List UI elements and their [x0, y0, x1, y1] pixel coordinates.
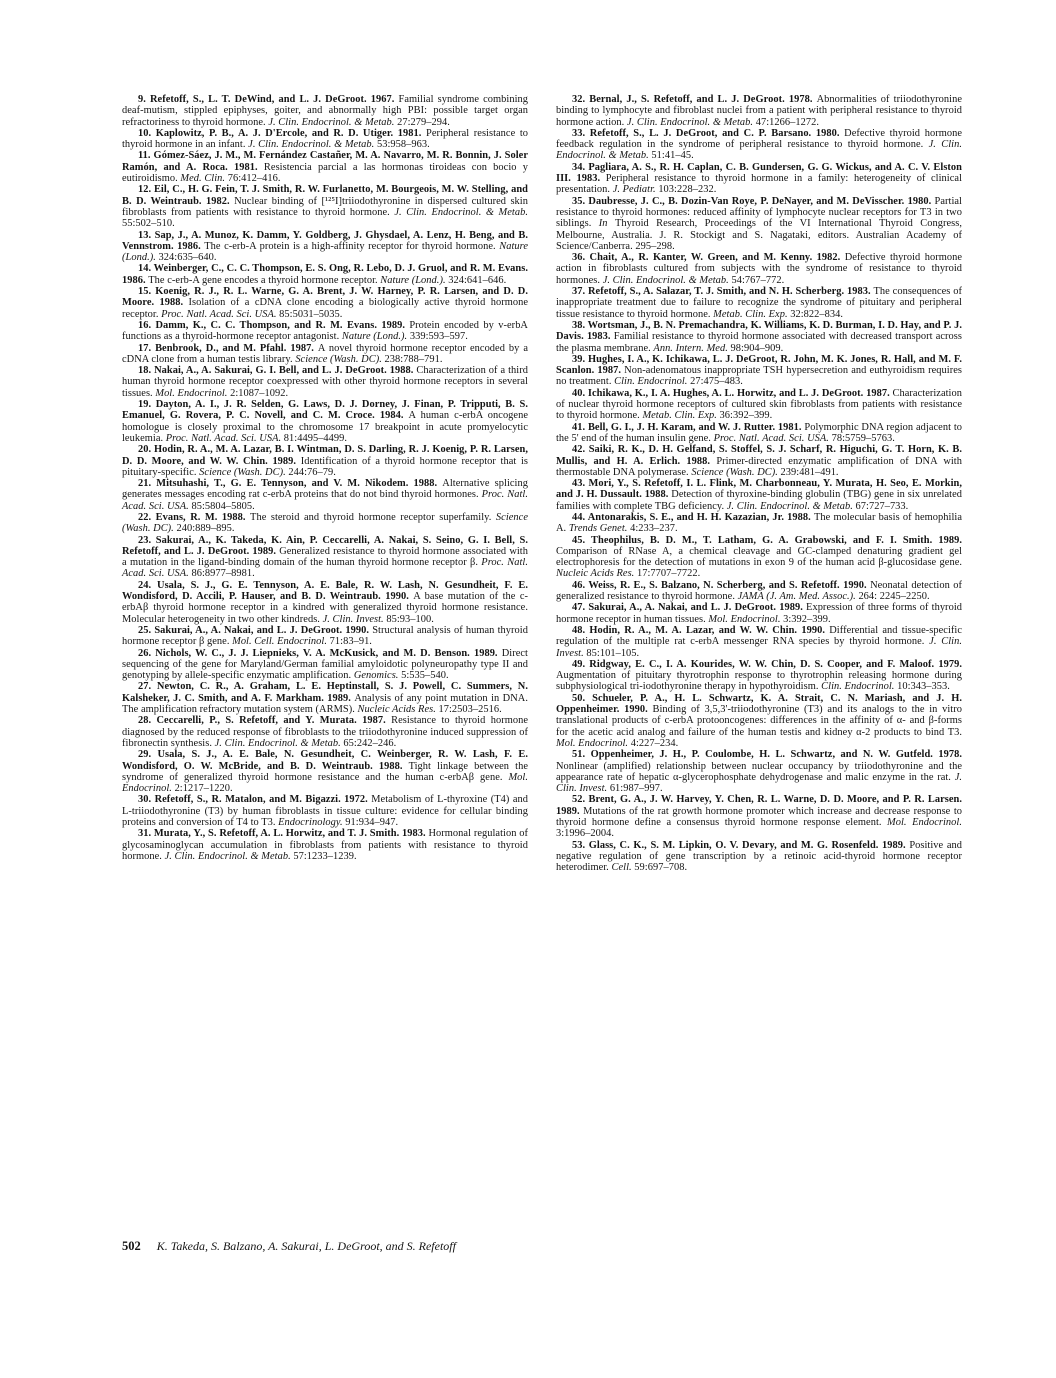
reference-item [556, 693, 962, 749]
reference-authors: 50. Schueler, P. A., H. L. Schwartz, K. A. Strait, C. N. Mariash, and J. H. Oppenheimer. 1990. [556, 692, 962, 716]
reference-authors: 10. Kaplowitz, P. B., A. J. D'Ercole, and R. D. Utiger. 1981. [138, 127, 426, 139]
reference-journal: Cell. [611, 862, 635, 874]
reference-text: 85:93–100. [386, 613, 434, 625]
reference-journal: J. Clin. Endocrinol. & Metab. [164, 850, 294, 862]
reference-text: Familial syndrome combining deaf-mutism, stippled epiphyses, goiter, and abnormally high PBI: possible target organ refractoriness to thyroid hormone. [122, 94, 528, 128]
reference-authors: 33. Refetoff, S., L. J. DeGroot, and C. P. Barsano. 1980. [572, 127, 845, 139]
reference-text: Expression of three forms of thyroid hormone receptor in human tissues. [556, 602, 962, 625]
reference-text: 3:392–399. [783, 613, 831, 625]
reference-text: 98:904–909. [730, 342, 784, 354]
reference-text: Comparison of RNase A, a chemical cleavage and GC-clamped denaturing gradient gel electrophoresis for the detection of mutations in exon 9 of the human acid β-glucosidase gene. [556, 545, 962, 569]
reference-journal: Mol. Endocrinol. [708, 613, 784, 625]
reference-text: Augmentation of pituitary thyrotrophin response to thyrotrophin releasing hormone during subphysiological tri-iodothyronine therapy in hypothyroidism. [556, 670, 962, 693]
reference-text: Binding of 3,5,3'-triiodothyronine (T3) and its analogs to the in vitro translational products of c-erbA protooncogenes: differences in the affinity of α- and β-forms for the acetic acid analog and failure of the human testis and kidney α-2 products to bind T3. [556, 704, 962, 738]
reference-journal: Mol. Endocrinol. [887, 817, 962, 828]
reference-text: Defective thyroid hormone feedback regulation in the syndrome of peripheral resistance to thyroid hormone. [556, 127, 962, 151]
reference-journal: Proc. Natl. Acad. Sci. USA. [161, 308, 280, 320]
reference-text: Primer-directed enzymatic amplification of DNA with thermostable DNA polymerase. [556, 455, 962, 478]
reference-authors: 18. Nakai, A., A. Sakurai, G. I. Bell, and L. J. DeGroot. 1988. [138, 365, 417, 377]
reference-journal: Mol. Endocrinol. [155, 387, 231, 399]
reference-journal: Trends Genet. [568, 523, 631, 535]
reference-journal: Endocrinology. [278, 817, 346, 828]
reference-item [122, 535, 528, 580]
reference-text: 264: 2245–2250. [858, 591, 930, 603]
reference-text: 324:641–646. [448, 274, 507, 286]
reference-authors: 40. Ichikawa, K., I. A. Hughes, A. L. Horwitz, and L. J. DeGroot. 1987. [572, 387, 893, 399]
reference-text: Resistance to thyroid hormone diagnosed by the reduced response of fibroblasts to the triiodothyronine induced suppression of fibronectin synthesis. [122, 715, 528, 749]
reference-text: 238:788–791. [384, 353, 443, 365]
reference-authors: 47. Sakurai, A., A. Nakai, and L. J. DeGroot. 1989. [572, 602, 807, 614]
reference-item [122, 749, 528, 794]
reference-text: 67:727–733. [855, 500, 909, 512]
reference-journal: Metab. Clin. Exp. [642, 410, 720, 422]
reference-journal: J. Clin. Endocrinol. & Metab. [268, 116, 398, 128]
reference-journal: J. Clin. Endocrinol. & Metab. [602, 274, 732, 286]
reference-item [122, 94, 528, 128]
reference-text: A novel thyroid hormone receptor encoded by a cDNA clone from a human testis library. [122, 342, 528, 365]
reference-item [556, 128, 962, 162]
reference-journal: J. Clin. Endocrinol. & Metab. [726, 500, 856, 512]
reference-authors: 28. Ceccarelli, P., S. Refetoff, and Y. Murata. 1987. [138, 715, 392, 727]
reference-item [556, 422, 962, 445]
reference-journal: Science (Wash. DC). [295, 353, 385, 365]
reference-authors: 38. Wortsman, J., B. N. Premachandra, K. Williams, K. D. Burman, I. D. Hay, and P. J. Davis. 1983. [556, 319, 962, 343]
reference-text: 2:1217–1220. [174, 783, 233, 795]
reference-text: 2:1087–1092. [230, 387, 289, 399]
reference-text: 4:233–237. [630, 523, 678, 535]
reference-authors: 36. Chait, A., R. Kanter, W. Green, and M. Kenny. 1982. [572, 252, 845, 264]
reference-item [556, 840, 962, 874]
reference-text: Direct sequencing of the gene for Maryland/German familial amyloidotic polyneuropathy type II and genotyping by allele-specific enzymatic amplification. [122, 647, 528, 682]
reference-item [122, 625, 528, 648]
reference-text: Nuclear binding of [¹²⁵I]triiodothyronine in dispersed cultured skin fibroblasts from patients with resistance to thyroid hormone. [122, 195, 528, 218]
reference-authors: 42. Saiki, R. K., D. H. Gelfand, S. Stoffel, S. J. Scharf, R. Higuchi, G. T. Horn, K. B. Mullis, and H. A. Erlich. 1988. [556, 444, 962, 467]
reference-text: Metabolism of L-thyroxine (T4) and L-triiodothyronine (T3) by human fibroblasts in tissue culture: evidence for cellular binding proteins and conversion of T4 to T3. [122, 794, 528, 828]
reference-journal: J. Clin. Invest. [322, 613, 387, 625]
reference-item [122, 681, 528, 715]
reference-item [122, 184, 528, 229]
reference-text: Isolation of a cDNA clone encoding a biologically active thyroid hormone receptor. [122, 297, 528, 320]
reference-item [556, 444, 962, 478]
references-left-column [122, 94, 528, 873]
reference-journal: Proc. Natl. Acad. Sci. USA. [122, 489, 528, 512]
reference-item [122, 580, 528, 625]
reference-text: Protein encoded by v-erbA functions as a thyroid-hormone receptor antagonist. [122, 319, 528, 343]
reference-text: Neonatal detection of generalized resistance to thyroid hormone. [556, 579, 962, 603]
reference-authors: 13. Sap, J., A. Munoz, K. Damm, Y. Goldberg, J. Ghysdael, A. Lenz, H. Beng, and B. Vennstrom. 1986. [122, 229, 528, 252]
reference-journal: Metab. Clin. Exp. [713, 308, 791, 320]
reference-text: 5:535–540. [401, 670, 449, 682]
reference-item [122, 715, 528, 749]
reference-text: 103:228–232. [658, 184, 717, 196]
reference-authors: 35. Daubresse, J. C., B. Dozin-Van Roye, P. DeNayer, and M. DeVisscher. 1980. [572, 195, 935, 207]
reference-item [122, 150, 528, 184]
reference-text: 55:502–510. [122, 218, 175, 230]
reference-text: 85:101–105. [586, 647, 640, 659]
reference-item [556, 625, 962, 659]
reference-text: 65:242–246. [343, 737, 397, 749]
reference-authors: 43. Mori, Y., S. Refetoff, I. L. Flink, M. Charbonneau, Y. Murata, H. Seo, E. Morkin, and J. H. Dussault. 1988. [556, 478, 962, 501]
reference-item [122, 286, 528, 320]
reference-text: 240:889–895. [176, 523, 235, 535]
reference-journal: Mol. Endocrinol. [556, 737, 631, 749]
reference-authors: 24. Usala, S. J., G. E. Tennyson, A. E. Bale, R. W. Lash, N. Gesundheit, F. E. Wondisford, D. Accili, P. Hauser, and B. D. Weintraub. 1990. [122, 579, 528, 603]
reference-text: Polymorphic DNA region adjacent to the 5' end of the human insulin gene. [556, 421, 963, 444]
reference-authors: 22. Evans, R. M. 1988. [138, 511, 251, 523]
reference-item [122, 399, 528, 444]
reference-item [556, 580, 962, 603]
reference-authors: 39. Hughes, I. A., K. Ichikawa, L. J. DeGroot, R. John, M. K. Jones, R. Hall, and M. F. Scanlon. 1987. [556, 353, 962, 377]
reference-item [556, 659, 962, 693]
reference-journal: Proc. Natl. Acad. Sci. USA. [713, 432, 832, 444]
reference-item [122, 365, 528, 399]
reference-authors: 30. Refetoff, S., R. Matalon, and M. Bigazzi. 1972. [138, 794, 372, 806]
reference-journal: J. Clin. Endocrinol. & Metab. [556, 139, 962, 162]
reference-text: Non-adenomatous inappropriate TSH hypersecretion and euthyroidism requires no treatment. [556, 365, 962, 388]
reference-text: 17:7707–7722. [636, 568, 701, 580]
page-footer [122, 1239, 456, 1253]
reference-authors: 45. Theophilus, B. D. M., T. Latham, G. A. Grabowski, and F. I. Smith. 1989. [572, 534, 962, 546]
reference-text: Structural analysis of human thyroid hormone receptor β gene. [122, 624, 528, 648]
reference-text: 339:593–597. [409, 331, 468, 343]
reference-authors: 12. Eil, C., H. G. Fein, T. J. Smith, R. W. Furlanetto, M. Bourgeois, M. W. Stelling, and B. D. Weintraub. 1982. [122, 184, 528, 207]
reference-text: 36:392–399. [719, 410, 773, 422]
reference-text: 81:4495–4499. [283, 432, 348, 444]
reference-authors: 32. Bernal, J., S. Refetoff, and L. J. DeGroot. 1978. [572, 94, 817, 105]
reference-item [556, 388, 962, 422]
reference-text: Positive and negative regulation of gene transcription by a retinoic acid-thyroid hormone receptor heterodimer. [556, 839, 962, 874]
reference-text: 17:2503–2516. [438, 704, 502, 716]
reference-authors: 19. Dayton, A. I., J. R. Selden, G. Laws, D. J. Dorney, J. Finan, P. Tripputi, B. S. Emanuel, G. Rovera, P. C. Novell, and C. M. Croce. 1984. [122, 399, 528, 422]
reference-authors: 23. Sakurai, A., K. Takeda, K. Ain, P. Ceccarelli, A. Nakai, S. Seino, G. I. Bell, S. Refetoff, and L. J. DeGroot. 1989. [122, 534, 528, 557]
reference-authors: 41. Bell, G. I., J. H. Karam, and W. J. Rutter. 1981. [572, 421, 805, 433]
reference-journal: Clin. Endocrinol. [614, 376, 691, 388]
reference-journal: Nature (Lond.). [380, 274, 449, 286]
reference-item [556, 478, 962, 512]
reference-text: Resistencia parcial a las hormonas tiroideas con bocio y eutiroidismo. [122, 161, 528, 185]
reference-text: Generalized resistance to thyroid hormone associated with a mutation in the ligand-binding domain of the human thyroid hormone receptor β. [122, 545, 528, 569]
reference-authors: 20. Hodin, R. A., M. A. Lazar, B. I. Wintman, D. S. Darling, R. J. Koenig, P. R. Larsen, D. D. Moore, and W. W. Chin. 1989. [122, 444, 528, 467]
reference-text: Thyroid Research, Proceedings of the VI International Thyroid Congress, Melbourne, Australia. J. R. Stockigt and S. Nagataki, editors. Australian Academy of Science/Canberra. 295–298. [556, 218, 962, 252]
reference-text: 27:475–483. [690, 376, 743, 388]
reference-text: Hormonal regulation of glycosaminoglycan accumulation in fibroblasts from patients with resistance to thyroid hormone. [122, 828, 528, 862]
reference-journal: J. Clin. Endocrinol. & Metab. [248, 139, 377, 151]
reference-item [556, 794, 962, 839]
reference-item [556, 196, 962, 252]
reference-text: 32:822–834. [790, 308, 844, 320]
reference-authors: 15. Koenig, R. J., R. L. Warne, G. A. Brent, J. W. Harney, P. R. Larsen, and D. D. Moore. 1988. [122, 286, 528, 309]
reference-text: 59:697–708. [634, 862, 688, 874]
reference-journal: Science (Wash. DC). [122, 511, 528, 535]
reference-text: Familial resistance to thyroid hormone associated with decreased transport across the plasma membrane. [556, 331, 962, 354]
reference-journal: Science (Wash. DC). [691, 466, 781, 478]
reference-text: 4:227–234. [630, 737, 679, 749]
reference-text: 57:1233–1239. [293, 850, 357, 862]
reference-text: 86:8977–8981. [191, 568, 255, 580]
reference-authors: 34. Pagliara, A. S., R. H. Caplan, C. B. Gundersen, G. G. Wickus, and A. C. V. Elston III. 1983. [556, 161, 962, 185]
reference-item [556, 94, 962, 128]
reference-item [122, 128, 528, 151]
reference-journal: Proc. Natl. Acad. Sci. USA. [165, 432, 284, 444]
reference-text: 78:5759–5763. [831, 432, 895, 444]
reference-item [556, 535, 962, 580]
reference-text: Abnormalities of triiodothyronine binding to lymphocyte and fibroblast nuclei from a patient with peripheral resistance to thyroid hormone action. [556, 94, 962, 128]
references-section [122, 94, 962, 873]
reference-authors: 27. Newton, C. R., A. Graham, L. E. Heptinstall, S. J. Powell, C. Summers, N. Kalsheker, J. C. Smith, and A. F. Markham. 1989. [122, 681, 528, 704]
reference-text: Partial resistance to thyroid hormones: reduced affinity of lymphocyte nuclear receptors for T3 in two siblings. [556, 195, 962, 230]
reference-text: 85:5031–5035. [279, 308, 343, 320]
reference-journal: Genomics. [353, 670, 402, 682]
reference-text: 244:76–79. [288, 466, 336, 478]
reference-text: 3:1996–2004. [556, 828, 615, 840]
reference-text: Mutations of the rat growth hormone promoter which increase and decrease response to thyroid hormone define a consensus thyroid hormone response element. [556, 805, 962, 828]
reference-item [122, 444, 528, 478]
reference-journal: Nature (Lond.). [122, 240, 528, 264]
reference-authors: 11. Gómez-Sáez, J. M., M. Fernández Castañer, M. A. Navarro, M. R. Bonnin, J. Soler Ramón, and A. Roca. 1981. [122, 150, 528, 173]
references-right-column [556, 94, 962, 873]
reference-text: Peripheral resistance to thyroid hormone in an infant. [122, 127, 529, 151]
reference-journal: Science (Wash. DC). [199, 466, 289, 478]
reference-text: Characterization of a third human thyroid hormone receptor coexpressed with other thyroid hormone receptors in several tissues. [122, 365, 528, 399]
reference-authors: 51. Oppenheimer, J. H., P. Coulombe, H. L. Schwartz, and N. W. Gutfeld. 1978. [572, 749, 962, 761]
reference-item [122, 343, 528, 366]
reference-authors: 9. Refetoff, S., L. T. DeWind, and L. J. DeGroot. 1967. [138, 94, 399, 105]
reference-journal: Mol. Endocrinol. [122, 771, 528, 795]
reference-authors: 49. Ridgway, E. C., I. A. Kourides, W. W. Chin, D. S. Cooper, and F. Maloof. 1979. [572, 658, 962, 670]
reference-text: 53:958–963. [376, 139, 430, 151]
reference-journal: J. Clin. Invest. [556, 771, 962, 795]
reference-authors: 29. Usala, S. J., A. E. Bale, N. Gesundheit, C. Weinberger, R. W. Lash, F. E. Wondisford, O. W. McBride, and B. D. Weintraub. 1988. [122, 749, 528, 772]
reference-item [556, 252, 962, 286]
reference-item [556, 749, 962, 794]
reference-text: A human c-erbA oncogene homologue is closely proximal to the chromosome 17 breakpoint in acute promyelocytic leukemia. [122, 410, 528, 444]
reference-text: Defective thyroid hormone action in fibroblasts cultured from subjects with the syndrome of resistance to thyroid hormones. [556, 252, 962, 286]
reference-journal: Clin. Endocrinol. [821, 681, 898, 693]
reference-item [122, 512, 528, 535]
reference-authors: 17. Benbrook, D., and M. Pfahl. 1987. [138, 342, 318, 354]
reference-authors: 44. Antonarakis, S. E., and H. H. Kazazian, Jr. 1988. [572, 511, 814, 523]
reference-authors: 46. Weiss, R. E., S. Balzano, N. Scherberg, and S. Refetoff. 1990. [572, 579, 871, 591]
reference-authors: 48. Hodin, R. A., M. A. Lazar, and W. W. Chin. 1990. [572, 624, 830, 636]
reference-item [122, 794, 528, 828]
reference-journal: Nucleic Acids Res. [556, 568, 637, 580]
reference-authors: 14. Weinberger, C., C. C. Thompson, E. S. Ong, R. Lebo, D. J. Gruol, and R. M. Evans. 1986. [122, 263, 528, 286]
reference-text: The steroid and thyroid hormone receptor superfamily. [250, 511, 496, 523]
reference-authors: 31. Murata, Y., S. Refetoff, A. L. Horwitz, and T. J. Smith. 1983. [138, 828, 429, 840]
reference-journal: J. Clin. Endocrinol. & Metab. [394, 206, 528, 218]
reference-journal: J. Clin. Endocrinol. & Metab. [214, 737, 344, 749]
reference-item [122, 230, 528, 264]
reference-text: Nonlinear (amplified) relationship between nuclear occupancy by triiodothyronine and the appearance rate of hepatic α-glycerophosphate dehydrogenase and malic enzyme in the rat. [556, 760, 962, 783]
reference-journal: Proc. Natl. Acad. Sci. USA. [122, 557, 528, 580]
reference-text: Peripheral resistance to thyroid hormone in a family: heterogeneity of clinical presentation. [556, 173, 962, 196]
reference-journal: J. Clin. Invest. [556, 636, 962, 659]
reference-text: 239:481–491. [780, 466, 839, 478]
reference-text: Tight linkage between the syndrome of generalized thyroid hormone resistance and the human c-erbAβ gene. [122, 760, 528, 783]
reference-text: 27:279–294. [397, 116, 450, 128]
reference-authors: 37. Refetoff, S., A. Salazar, T. J. Smith, and N. H. Scherberg. 1983. [572, 286, 874, 298]
reference-authors: 25. Sakurai, A., A. Nakai, and L. J. DeGroot. 1990. [138, 624, 373, 636]
reference-text: The c-erb-A protein is a high-affinity receptor for thyroid hormone. [204, 240, 500, 252]
reference-text: 10:343–353. [897, 681, 950, 693]
reference-item [122, 828, 528, 862]
reference-authors: 21. Mitsuhashi, T., G. E. Tennyson, and V. M. Nikodem. 1988. [138, 478, 443, 490]
reference-item [122, 648, 528, 682]
reference-text: Detection of thyroxine-binding globulin (TBG) gene in six unrelated families with complete TBG deficiency. [556, 489, 963, 512]
reference-item [122, 320, 528, 343]
reference-item [556, 354, 962, 388]
reference-journal: JAMA (J. Am. Med. Assoc.). [737, 591, 859, 603]
reference-authors: 53. Glass, C. K., S. M. Lipkin, O. V. Devary, and M. G. Rosenfeld. 1989. [572, 839, 910, 851]
reference-text: 47:1266–1272. [755, 116, 819, 128]
reference-authors: 52. Brent, G. A., J. W. Harvey, Y. Chen, R. L. Warne, D. D. Moore, and P. R. Larsen. 1989. [556, 794, 962, 817]
reference-text: 54:767–772. [731, 274, 785, 286]
reference-text: The consequences of inappropriate treatment due to failure to recognize the syndrome of pituitary and peripheral tissue resistance to thyroid hormone. [556, 286, 963, 320]
reference-text: The molecular basis of hemophilia A. [556, 511, 963, 535]
reference-journal: J. Clin. Endocrinol. & Metab. [626, 116, 756, 128]
reference-text: Differential and tissue-specific regulation of the multiple rat c-erbA messenger RNA species by thyroid hormone. [556, 624, 962, 648]
reference-text: Characterization of nuclear thyroid hormone receptors of cultured skin fibroblasts from patients with resistance to thyroid hormone. [556, 387, 962, 422]
reference-item [556, 162, 962, 196]
reference-item [122, 263, 528, 286]
reference-text: 85:5804–5805. [191, 500, 255, 512]
running-authors: K. Takeda, S. Balzano, A. Sakurai, L. DeGroot, and S. Refetoff [156, 1239, 456, 1253]
reference-item [556, 512, 962, 535]
reference-authors: 16. Damm, K., C. C. Thompson, and R. M. Evans. 1989. [138, 319, 410, 331]
reference-text: 61:987–997. [609, 783, 663, 795]
reference-authors: 26. Nichols, W. C., J. J. Liepnieks, V. A. McKusick, and M. D. Benson. 1989. [138, 647, 502, 659]
reference-item [122, 478, 528, 512]
reference-journal: In [598, 218, 615, 230]
reference-item [556, 286, 962, 320]
reference-journal: Mol. Cell. Endocrinol. [232, 636, 330, 648]
reference-text: 51:41–45. [651, 150, 694, 162]
reference-item [556, 320, 962, 354]
reference-text: Alternative splicing generates messages encoding rat c-erbA proteins that do not bind thyroid hormones. [122, 478, 528, 501]
reference-text: The c-erb-A gene encodes a thyroid hormone receptor. [148, 274, 381, 286]
reference-text: 91:934–947. [345, 817, 399, 828]
reference-text: 71:83–91. [329, 636, 372, 648]
reference-item [556, 602, 962, 625]
reference-journal: Med. Clin. [180, 173, 228, 185]
reference-text: 76:412–416. [227, 173, 281, 185]
page-number: 502 [122, 1239, 141, 1253]
reference-journal: Nature (Lond.). [341, 331, 410, 343]
reference-text: Analysis of any point mutation in DNA. The amplification refractory mutation system (ARMS). [122, 692, 528, 716]
reference-text: 324:635–640. [158, 252, 217, 264]
reference-text: Identification of a thyroid hormone receptor that is pituitary-specific. [122, 455, 528, 478]
reference-journal: J. Pediatr. [612, 184, 659, 196]
reference-text: A base mutation of the c-erbAβ thyroid hormone receptor in a kindred with generalized thyroid hormone resistance. Molecular heterogeneity in two other kindreds. [122, 591, 528, 625]
reference-journal: Ann. Intern. Med. [653, 342, 731, 354]
reference-journal: Nucleic Acids Res. [357, 704, 439, 716]
